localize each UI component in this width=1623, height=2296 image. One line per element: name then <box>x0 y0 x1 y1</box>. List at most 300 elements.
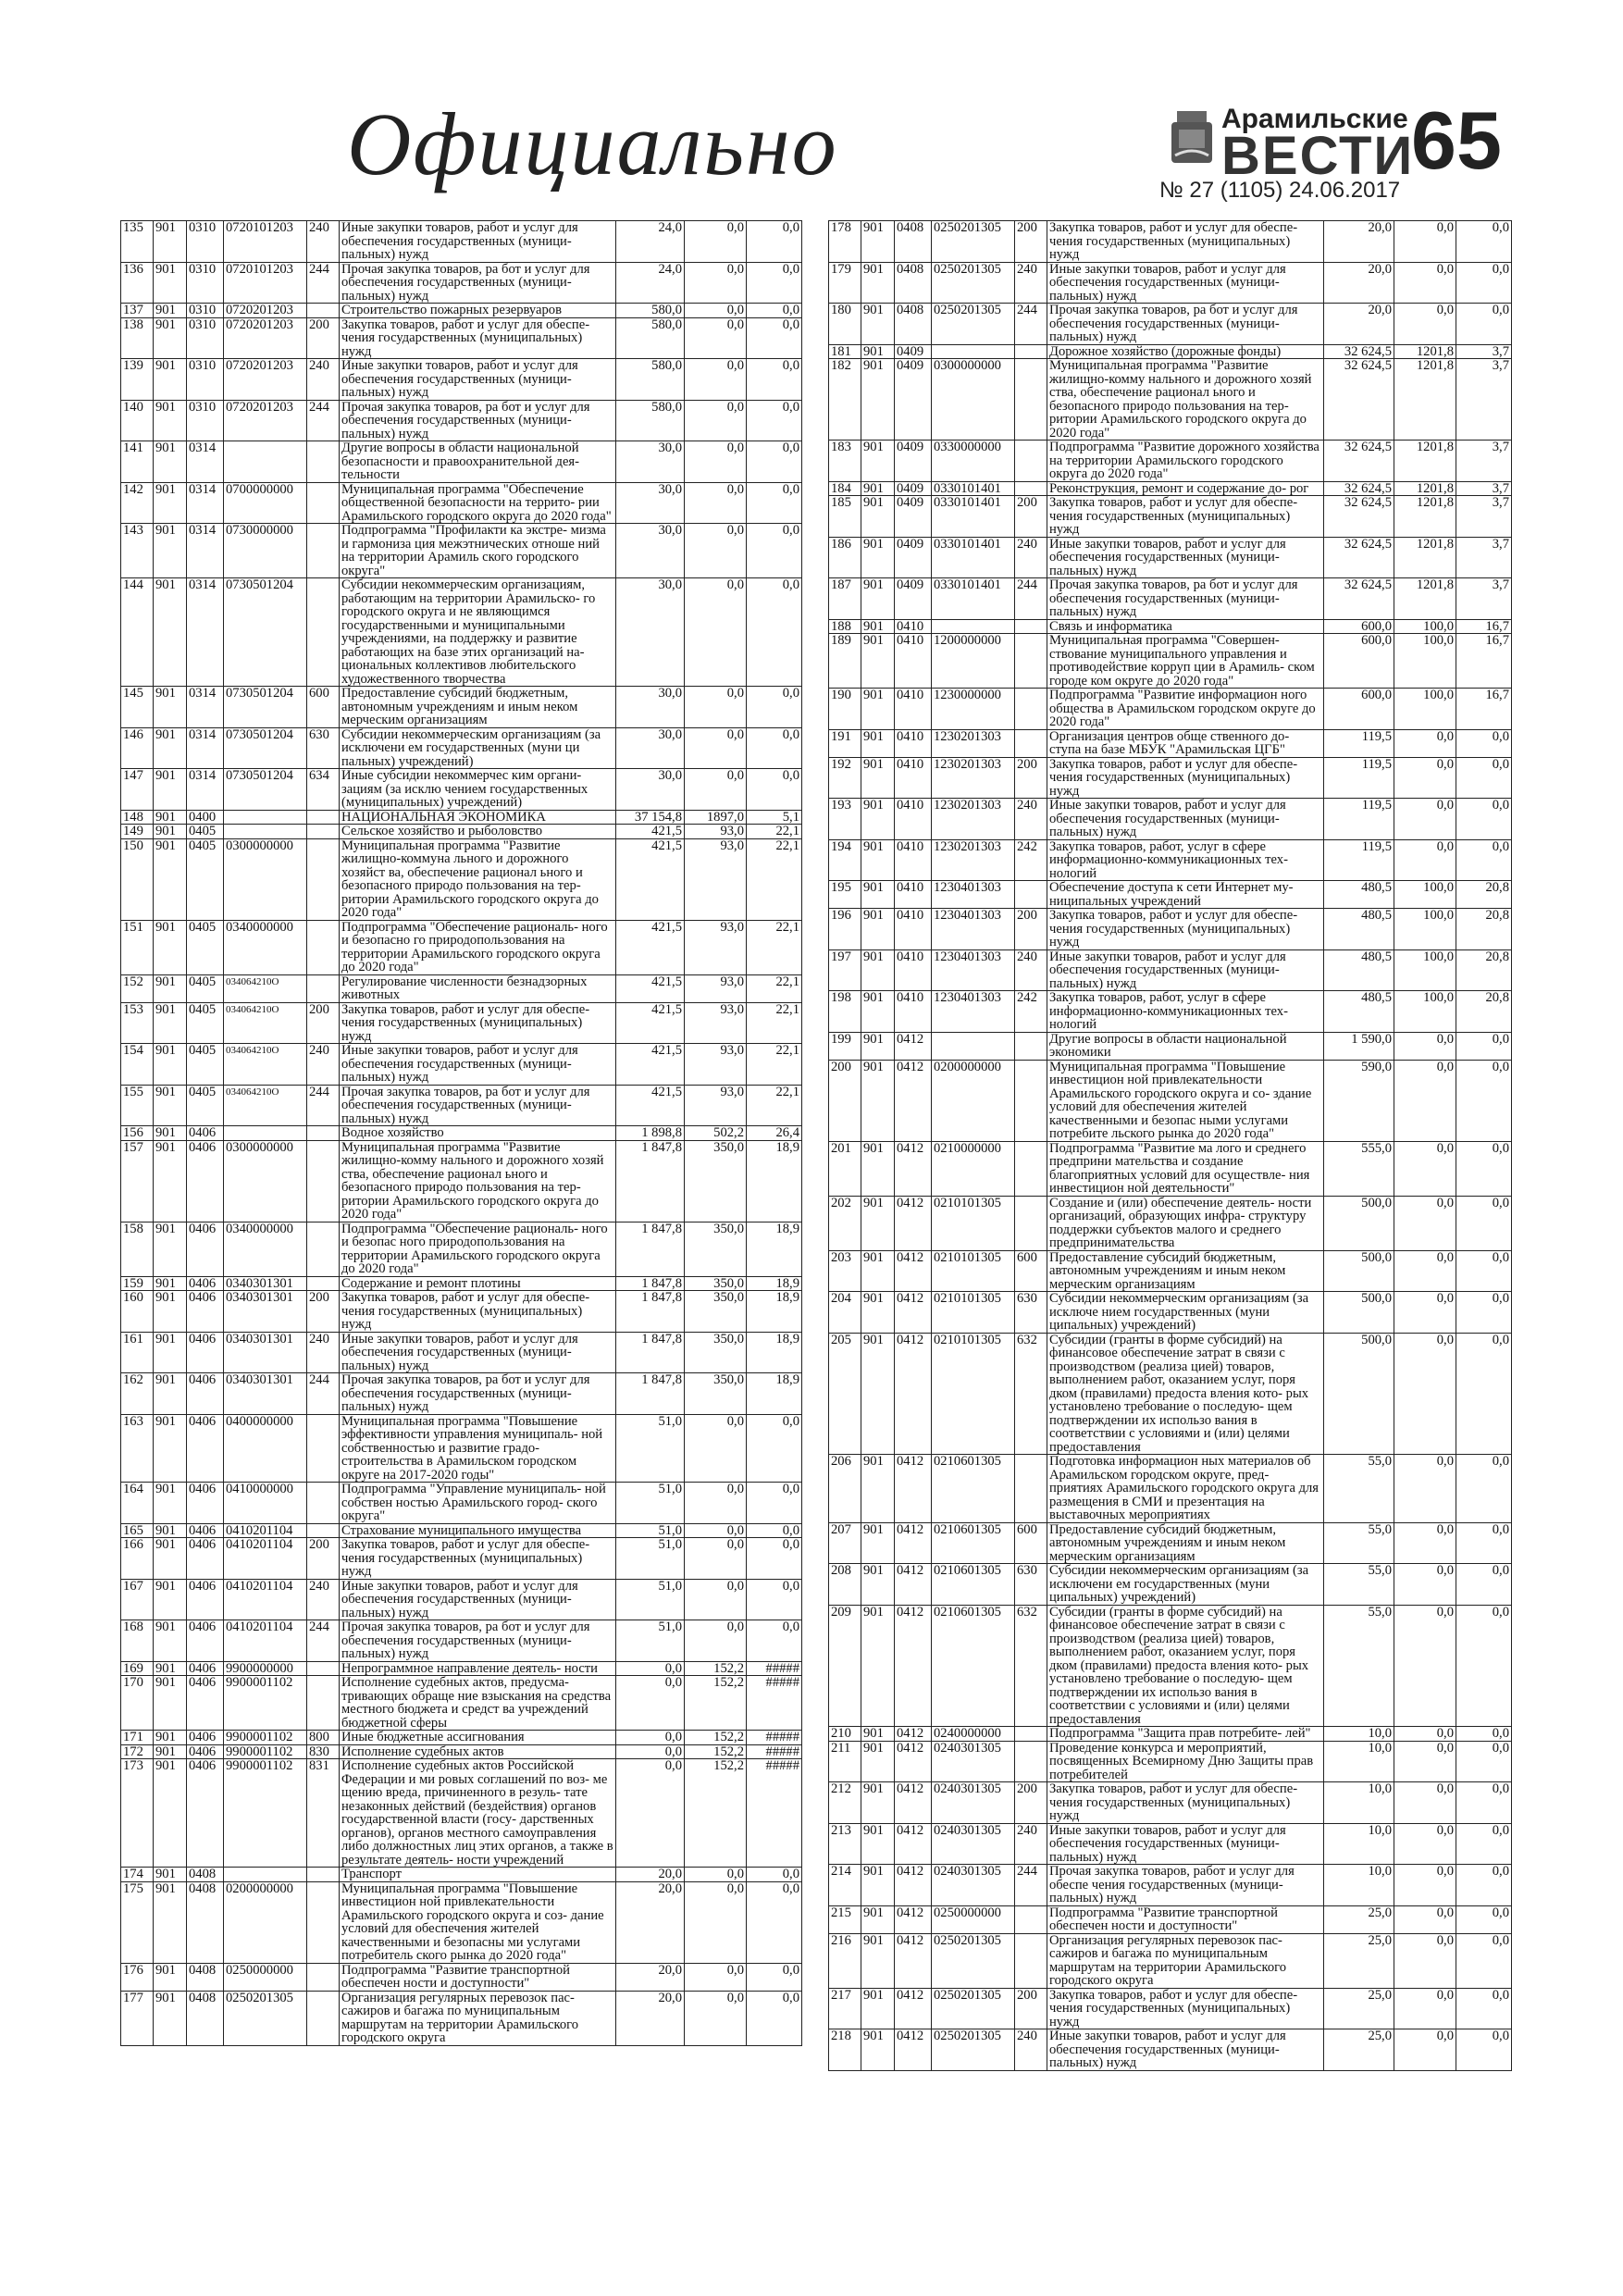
percent: 18,9 <box>747 1276 802 1291</box>
expense-type <box>307 482 340 524</box>
actual-amount: 93,0 <box>685 920 747 974</box>
expense-type: 630 <box>1015 1292 1047 1334</box>
plan-amount: 30,0 <box>616 482 685 524</box>
actual-amount: 0,0 <box>685 769 747 811</box>
expense-type <box>307 1523 340 1538</box>
target-code: 1230201303 <box>932 757 1015 799</box>
admin-code: 901 <box>861 991 895 1033</box>
target-code: 0250000000 <box>932 1905 1015 1933</box>
section-code: 0314 <box>187 727 224 769</box>
plan-amount: 20,0 <box>1324 221 1394 263</box>
item-name: Субсидии некоммерческим организациям (за исключе нием государственных (муни ципальных) учреждений) <box>1047 1292 1324 1334</box>
actual-amount: 0,0 <box>685 578 747 687</box>
expense-type: 240 <box>1015 262 1047 304</box>
admin-code: 901 <box>861 909 895 950</box>
plan-amount: 421,5 <box>616 974 685 1002</box>
plan-amount: 421,5 <box>616 1002 685 1044</box>
section-code: 0412 <box>895 1905 932 1933</box>
row-number: 213 <box>829 1823 861 1865</box>
actual-amount: 0,0 <box>685 482 747 524</box>
row-number: 145 <box>121 687 154 728</box>
table-row <box>121 1222 802 1276</box>
item-name: Подпрограмма "Управление муниципаль- ной собствен ностью Арамильского город- ского округа" <box>340 1483 616 1524</box>
section-code: 0314 <box>187 441 224 483</box>
row-number: 172 <box>121 1744 154 1759</box>
table-row <box>829 729 1512 757</box>
table-row <box>121 1963 802 1991</box>
section-code: 0406 <box>187 1538 224 1580</box>
item-name: Муниципальная программа "Повышение инвестицион ной привлекательности Арамильского городского округа и со- здание условий для обеспечения жителей качественными и безопас ными услугами потребите льского рынка до 2020 года" <box>1047 1060 1324 1141</box>
table-row <box>829 1782 1512 1824</box>
admin-code: 901 <box>154 1523 187 1538</box>
row-number: 197 <box>829 949 861 991</box>
row-number: 155 <box>121 1085 154 1126</box>
table-row <box>829 1727 1512 1742</box>
table-row <box>121 1523 802 1538</box>
plan-amount: 580,0 <box>616 304 685 318</box>
section-code: 0410 <box>895 881 932 909</box>
percent: 0,0 <box>1456 1333 1512 1455</box>
target-code: 034064210О <box>224 974 307 1002</box>
row-number: 206 <box>829 1455 861 1523</box>
item-name: Создание и (или) обеспечение деятель- ности организаций, образующих инфра- структуру поддержки субъектов малого и среднего предпринимательства <box>1047 1196 1324 1250</box>
plan-amount: 32 624,5 <box>1324 537 1394 578</box>
expense-type: 200 <box>1015 496 1047 538</box>
plan-amount: 20,0 <box>616 1868 685 1882</box>
actual-amount: 100,0 <box>1394 634 1456 689</box>
admin-code: 901 <box>861 1333 895 1455</box>
target-code: 1230401303 <box>932 909 1015 950</box>
section-code: 0410 <box>895 909 932 950</box>
item-name: Другие вопросы в области национальной экономики <box>1047 1032 1324 1060</box>
percent: 0,0 <box>1456 1741 1512 1782</box>
item-name: Иные закупки товаров, работ и услуг для обеспечения государственных (муници- пальных) нужд <box>340 221 616 263</box>
expense-type: 830 <box>307 1744 340 1759</box>
percent: 20,8 <box>1456 881 1512 909</box>
actual-amount: 93,0 <box>685 1044 747 1086</box>
item-name: Содержание и ремонт плотины <box>340 1276 616 1291</box>
plan-amount: 1 847,8 <box>616 1373 685 1415</box>
actual-amount: 0,0 <box>1394 757 1456 799</box>
expense-type <box>1015 1905 1047 1933</box>
percent: 0,0 <box>747 769 802 811</box>
item-name: Страхование муниципального имущества <box>340 1523 616 1538</box>
percent: 16,7 <box>1456 619 1512 634</box>
actual-amount: 0,0 <box>1394 1988 1456 2029</box>
target-code: 1230000000 <box>932 689 1015 730</box>
section-code: 0412 <box>895 1605 932 1727</box>
actual-amount: 0,0 <box>685 221 747 263</box>
section-code: 0406 <box>187 1676 224 1731</box>
actual-amount: 0,0 <box>1394 1455 1456 1523</box>
plan-amount: 480,5 <box>1324 881 1394 909</box>
table-row <box>829 689 1512 730</box>
row-number: 186 <box>829 537 861 578</box>
admin-code: 901 <box>154 1620 187 1662</box>
actual-amount: 0,0 <box>1394 1905 1456 1933</box>
target-code: 0240301305 <box>932 1741 1015 1782</box>
expense-type: 244 <box>307 1085 340 1126</box>
table-row <box>121 687 802 728</box>
target-code: 0240301305 <box>932 1823 1015 1865</box>
item-name: Закупка товаров, работ и услуг для обеспе- чения государственных (муниципальных) нужд <box>1047 909 1324 950</box>
actual-amount: 0,0 <box>1394 304 1456 345</box>
item-name: Закупка товаров, работ и услуг для обеспе- чения государственных (муниципальных) нужд <box>1047 496 1324 538</box>
item-name: Подпрограмма "Обеспечение рациональ- ного и безопасно го природопользования на территории Арамильского городского округа до 2020 года" <box>340 920 616 974</box>
expense-type <box>307 1140 340 1222</box>
actual-amount: 0,0 <box>1394 839 1456 881</box>
table-row <box>829 441 1512 482</box>
expense-type: 600 <box>307 687 340 728</box>
percent: ##### <box>747 1676 802 1731</box>
table-row <box>829 1333 1512 1455</box>
expense-type <box>1015 1032 1047 1060</box>
percent: 22,1 <box>747 1002 802 1044</box>
row-number: 185 <box>829 496 861 538</box>
item-name: Субсидии некоммерческим организациям (за исключени ем государственных (муни ципальных) учреждений) <box>1047 1564 1324 1606</box>
item-name: Транспорт <box>340 1868 616 1882</box>
table-row <box>121 304 802 318</box>
actual-amount: 93,0 <box>685 1085 747 1126</box>
percent: 0,0 <box>747 524 802 578</box>
actual-amount: 100,0 <box>1394 619 1456 634</box>
item-name: Предоставление субсидий бюджетным, автономным учреждениям и иным неком мерческим организациям <box>340 687 616 728</box>
row-number: 201 <box>829 1141 861 1196</box>
page-header <box>0 0 1623 213</box>
table-row <box>121 524 802 578</box>
table-row <box>829 359 1512 441</box>
section-code: 0405 <box>187 838 224 920</box>
plan-amount: 24,0 <box>616 221 685 263</box>
percent: 0,0 <box>1456 221 1512 263</box>
target-code: 0210101305 <box>932 1333 1015 1455</box>
admin-code: 901 <box>154 1044 187 1086</box>
actual-amount: 1201,8 <box>1394 578 1456 620</box>
actual-amount: 0,0 <box>1394 1333 1456 1455</box>
expense-type <box>307 1483 340 1524</box>
table-row <box>121 1868 802 1882</box>
actual-amount: 0,0 <box>685 1483 747 1524</box>
percent: 3,7 <box>1456 578 1512 620</box>
actual-amount: 350,0 <box>685 1332 747 1373</box>
plan-amount: 25,0 <box>1324 1933 1394 1988</box>
expense-type <box>307 1881 340 1963</box>
actual-amount: 0,0 <box>685 1991 747 2045</box>
admin-code: 901 <box>154 1881 187 1963</box>
percent: 18,9 <box>747 1291 802 1333</box>
table-row <box>121 1414 802 1483</box>
table-row <box>829 949 1512 991</box>
item-name: Субсидии некоммерческим организациям (за исключени ем государственных (муни ци пальных) учреждений) <box>340 727 616 769</box>
admin-code: 901 <box>154 359 187 401</box>
actual-amount: 0,0 <box>685 1523 747 1538</box>
actual-amount: 0,0 <box>685 1579 747 1620</box>
expense-type: 244 <box>1015 1865 1047 1906</box>
percent: 0,0 <box>1456 1564 1512 1606</box>
admin-code: 901 <box>154 1744 187 1759</box>
target-code: 0240301305 <box>932 1865 1015 1906</box>
row-number: 164 <box>121 1483 154 1524</box>
actual-amount: 100,0 <box>1394 949 1456 991</box>
percent: 0,0 <box>1456 1196 1512 1250</box>
row-number: 180 <box>829 304 861 345</box>
section-code: 0408 <box>895 304 932 345</box>
row-number: 152 <box>121 974 154 1002</box>
row-number: 177 <box>121 1991 154 2045</box>
plan-amount: 500,0 <box>1324 1292 1394 1334</box>
expense-type: 600 <box>1015 1522 1047 1564</box>
row-number: 151 <box>121 920 154 974</box>
table-row <box>829 481 1512 496</box>
section-code: 0408 <box>187 1991 224 2045</box>
item-name: Муниципальная программа "Повышение эффективности управления муниципаль- ной собственностью и развитие градо- строительства в Арамильском городском округе на 2017-2020 годы" <box>340 1414 616 1483</box>
percent: 20,8 <box>1456 991 1512 1033</box>
item-name: Закупка товаров, работ и услуг для обеспе- чения государственных (муниципальных) нужд <box>1047 757 1324 799</box>
row-number: 157 <box>121 1140 154 1222</box>
admin-code: 901 <box>861 1727 895 1742</box>
row-number: 202 <box>829 1196 861 1250</box>
target-code: 0730501204 <box>224 687 307 728</box>
table-row <box>121 1538 802 1580</box>
section-code: 0409 <box>895 578 932 620</box>
expense-type: 242 <box>1015 991 1047 1033</box>
section-code: 0406 <box>187 1414 224 1483</box>
plan-amount: 580,0 <box>616 317 685 359</box>
issue-number: № 27 (1105) 24.06.2017 <box>1159 178 1401 203</box>
target-code: 0410201104 <box>224 1579 307 1620</box>
percent: ##### <box>747 1744 802 1759</box>
expense-type <box>307 1868 340 1882</box>
expense-type <box>1015 1933 1047 1988</box>
admin-code: 901 <box>861 1605 895 1727</box>
plan-amount: 55,0 <box>1324 1522 1394 1564</box>
target-code: 0250201305 <box>932 1988 1015 2029</box>
section-code: 0405 <box>187 920 224 974</box>
item-name: Водное хозяйство <box>340 1126 616 1141</box>
admin-code: 901 <box>154 1759 187 1868</box>
actual-amount: 0,0 <box>685 1620 747 1662</box>
actual-amount: 0,0 <box>1394 1032 1456 1060</box>
expense-type: 240 <box>307 1579 340 1620</box>
expense-type: 200 <box>1015 757 1047 799</box>
section-code: 0406 <box>187 1744 224 1759</box>
plan-amount: 51,0 <box>616 1538 685 1580</box>
percent: 0,0 <box>747 221 802 263</box>
row-number: 182 <box>829 359 861 441</box>
row-number: 191 <box>829 729 861 757</box>
item-name: Организация центров обще ственного до- ступа на базе МБУК "Арамильская ЦГБ" <box>1047 729 1324 757</box>
table-row <box>829 1292 1512 1334</box>
expense-type: 200 <box>307 1291 340 1333</box>
expense-type: 200 <box>307 1002 340 1044</box>
target-code: 0200000000 <box>932 1060 1015 1141</box>
actual-amount: 1201,8 <box>1394 344 1456 359</box>
target-code: 0720201203 <box>224 304 307 318</box>
table-row <box>829 262 1512 304</box>
row-number: 144 <box>121 578 154 687</box>
percent: 20,8 <box>1456 949 1512 991</box>
percent: 0,0 <box>747 1881 802 1963</box>
section-code: 0406 <box>187 1140 224 1222</box>
plan-amount: 0,0 <box>616 1731 685 1745</box>
row-number: 137 <box>121 304 154 318</box>
actual-amount: 350,0 <box>685 1276 747 1291</box>
actual-amount: 0,0 <box>685 524 747 578</box>
section-code: 0412 <box>895 1032 932 1060</box>
percent: 0,0 <box>1456 2029 1512 2071</box>
percent: 0,0 <box>747 1579 802 1620</box>
budget-table-right <box>828 220 1511 2071</box>
target-code <box>224 1868 307 1882</box>
admin-code: 901 <box>861 496 895 538</box>
table-row <box>121 1731 802 1745</box>
expense-type: 242 <box>1015 839 1047 881</box>
table-row <box>121 1744 802 1759</box>
admin-code: 901 <box>861 1988 895 2029</box>
admin-code: 901 <box>154 825 187 839</box>
section-code: 0412 <box>895 1741 932 1782</box>
admin-code: 901 <box>154 769 187 811</box>
actual-amount: 1201,8 <box>1394 481 1456 496</box>
table-row <box>829 1605 1512 1727</box>
target-code: 0250201305 <box>932 2029 1015 2071</box>
expense-type <box>1015 481 1047 496</box>
target-code: 0730000000 <box>224 524 307 578</box>
percent: 3,7 <box>1456 344 1512 359</box>
table-row <box>121 1676 802 1731</box>
percent: 0,0 <box>747 1620 802 1662</box>
plan-amount: 32 624,5 <box>1324 359 1394 441</box>
item-name: Иные закупки товаров, работ и услуг для обеспечения государственных (муници- пальных) нужд <box>340 359 616 401</box>
table-row <box>121 1126 802 1141</box>
target-code: 0720201203 <box>224 400 307 441</box>
section-code: 0406 <box>187 1731 224 1745</box>
expense-type: 244 <box>307 262 340 304</box>
admin-code: 901 <box>154 1332 187 1373</box>
percent: 18,9 <box>747 1140 802 1222</box>
section-code: 0406 <box>187 1661 224 1676</box>
table-row <box>121 221 802 263</box>
target-code: 0410201104 <box>224 1523 307 1538</box>
plan-amount: 590,0 <box>1324 1060 1394 1141</box>
admin-code: 901 <box>861 634 895 689</box>
expense-type: 240 <box>1015 799 1047 840</box>
actual-amount: 0,0 <box>685 1538 747 1580</box>
target-code: 0300000000 <box>224 1140 307 1222</box>
percent: 0,0 <box>747 482 802 524</box>
table-row <box>829 619 1512 634</box>
table-row <box>121 1991 802 2045</box>
section-code: 0406 <box>187 1759 224 1868</box>
percent: 0,0 <box>747 1523 802 1538</box>
table-row <box>121 1483 802 1524</box>
row-number: 188 <box>829 619 861 634</box>
item-name: Иные закупки товаров, работ и услуг для обеспечения государственных (муници- пальных) нужд <box>340 1044 616 1086</box>
plan-amount: 1 847,8 <box>616 1276 685 1291</box>
table-row <box>121 1881 802 1963</box>
section-code: 0406 <box>187 1483 224 1524</box>
section-code: 0408 <box>187 1963 224 1991</box>
percent: 0,0 <box>747 1483 802 1524</box>
table-row <box>829 1141 1512 1196</box>
table-row <box>121 769 802 811</box>
plan-amount: 10,0 <box>1324 1741 1394 1782</box>
item-name: Иные закупки товаров, работ и услуг для обеспечения государственных (муници- пальных) нужд <box>1047 1823 1324 1865</box>
target-code <box>932 344 1015 359</box>
target-code: 0340301301 <box>224 1291 307 1333</box>
section-code: 0412 <box>895 1727 932 1742</box>
section-code: 0408 <box>895 262 932 304</box>
actual-amount: 0,0 <box>685 441 747 483</box>
section-code: 0310 <box>187 359 224 401</box>
item-name: Иные субсидии некоммерчес ким органи- зациям (за исклю чением государственных (муниципальных) учреждений) <box>340 769 616 811</box>
target-code <box>224 1126 307 1141</box>
row-number: 153 <box>121 1002 154 1044</box>
plan-amount: 0,0 <box>616 1661 685 1676</box>
target-code: 0340000000 <box>224 1222 307 1276</box>
plan-amount: 480,5 <box>1324 991 1394 1033</box>
admin-code: 901 <box>154 1579 187 1620</box>
plan-amount: 20,0 <box>616 1881 685 1963</box>
item-name: Прочая закупка товаров, ра бот и услуг для обеспечения государственных (муници- пальных) нужд <box>340 1620 616 1662</box>
plan-amount: 1 847,8 <box>616 1222 685 1276</box>
admin-code: 901 <box>154 441 187 483</box>
actual-amount: 350,0 <box>685 1373 747 1415</box>
table-row <box>829 881 1512 909</box>
item-name: Закупка товаров, работ, услуг в сфере информационно-коммуникационных тех- нологий <box>1047 991 1324 1033</box>
section-code: 0406 <box>187 1126 224 1141</box>
actual-amount: 0,0 <box>685 1414 747 1483</box>
expense-type: 244 <box>307 400 340 441</box>
expense-type <box>1015 1141 1047 1196</box>
budget-table-right-body <box>829 221 1512 2071</box>
percent: 3,7 <box>1456 441 1512 482</box>
plan-amount: 32 624,5 <box>1324 578 1394 620</box>
actual-amount: 350,0 <box>685 1291 747 1333</box>
expense-type <box>307 441 340 483</box>
actual-amount: 0,0 <box>1394 729 1456 757</box>
expense-type: 632 <box>1015 1605 1047 1727</box>
expense-type: 634 <box>307 769 340 811</box>
section-code: 0412 <box>895 1782 932 1824</box>
row-number: 146 <box>121 727 154 769</box>
admin-code: 901 <box>154 1538 187 1580</box>
expense-type: 630 <box>1015 1564 1047 1606</box>
section-code: 0412 <box>895 1455 932 1523</box>
actual-amount: 152,2 <box>685 1661 747 1676</box>
admin-code: 901 <box>154 974 187 1002</box>
item-name: Подпрограмма "Профилакти ка экстре- мизма и гармониза ция межэтнических отноше ний на территории Арамиль ского городского округа" <box>340 524 616 578</box>
actual-amount: 1201,8 <box>1394 496 1456 538</box>
plan-amount: 119,5 <box>1324 799 1394 840</box>
expense-type: 200 <box>307 1538 340 1580</box>
table-row <box>121 1044 802 1086</box>
section-code: 0410 <box>895 839 932 881</box>
percent: 0,0 <box>747 1538 802 1580</box>
budget-table-left-body <box>121 221 802 2046</box>
admin-code: 901 <box>154 1222 187 1276</box>
plan-amount: 1 847,8 <box>616 1332 685 1373</box>
item-name: Субсидии (гранты в форме субсидий) на финансовое обеспечение затрат в связи с производством (реализа цией) товаров, выполнением работ, оказанием услуг, поря дком (правилами) предоста вления кото- рых установлено требование о последую- щем подтверждении их использо вания в соответствии с условиями и (или) целями предоставления <box>1047 1333 1324 1455</box>
actual-amount: 0,0 <box>685 1963 747 1991</box>
table-row <box>121 810 802 825</box>
table-row <box>121 1002 802 1044</box>
row-number: 207 <box>829 1522 861 1564</box>
actual-amount: 0,0 <box>685 687 747 728</box>
percent: 0,0 <box>1456 1782 1512 1824</box>
actual-amount: 0,0 <box>1394 1522 1456 1564</box>
item-name: Прочая закупка товаров, ра бот и услуг для обеспечения государственных (муници- пальных) нужд <box>340 1085 616 1126</box>
